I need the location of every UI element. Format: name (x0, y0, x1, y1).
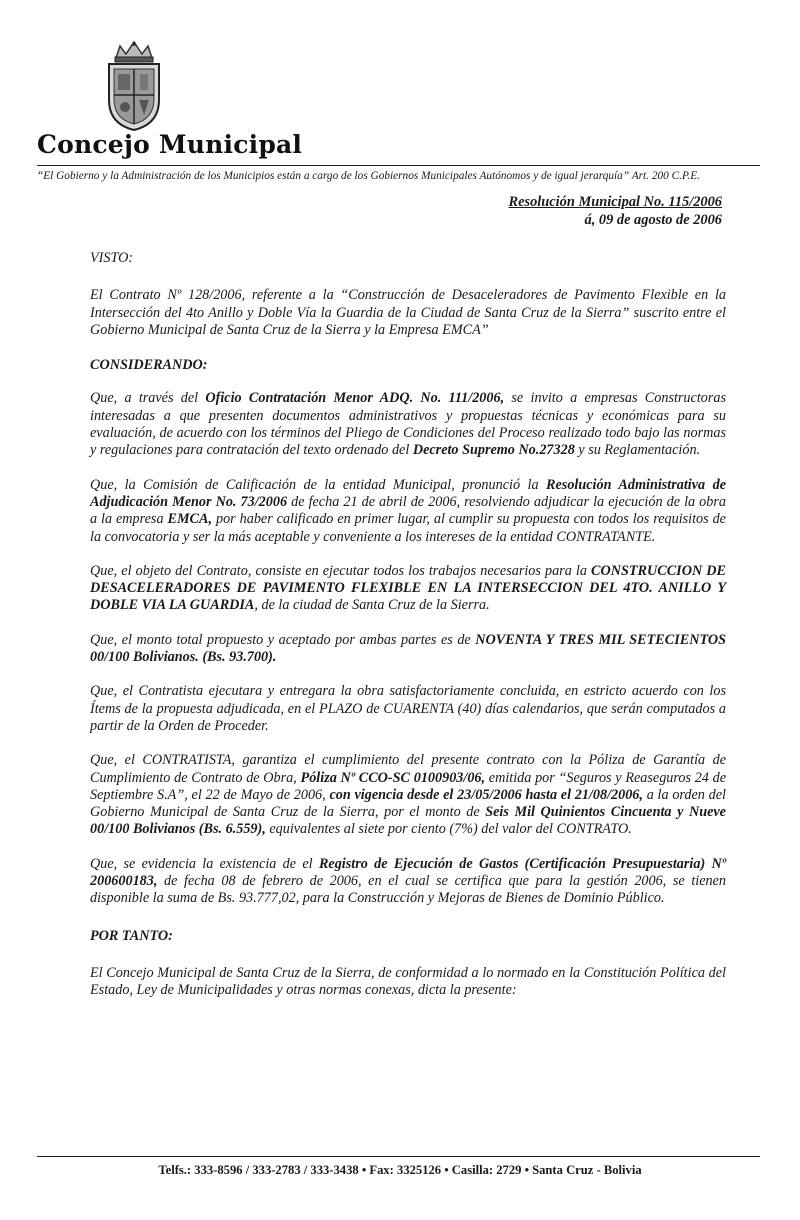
p7-text-c: de fecha 08 de febrero de 2006, en el cual se certifica que para la gestión 2006, se tienen disponible la suma de Bs. 93.777,02, para la Construcción y Mejoras de Bienes de Dominio Público. (90, 873, 726, 907)
p6-poliza: Póliza Nº CCO-SC 0100903/06, (300, 769, 486, 786)
p2-text-d: por haber calificado en primer lugar, al cumplir su propuesta con todos los requisitos de la convocatoria y ser la más aceptable y conveniente a los intereses de la entidad CONTRATANTE. (90, 511, 726, 545)
p1-text-a: Que, a través del (90, 390, 206, 407)
p2-resolucion: Resolución Administrativa de Adjudicación Menor No. 73/2006 (90, 476, 726, 510)
p1-text-d: y su Reglamentación. (574, 442, 701, 459)
visto-heading: VISTO: (90, 250, 134, 266)
p6-monto: Seis Mil Quinientos Cincuenta y Nueve 00/100 Bolivianos (Bs. 6.559), (90, 804, 726, 838)
p3-objeto: CONSTRUCCION DE DESACELERADORES DE PAVIMENTO FLEXIBLE EN LA INTERSECCION DEL 4TO. ANILLO Y DOBLE VIA LA GUARDIA (90, 562, 726, 614)
considerando-heading: CONSIDERANDO: (90, 357, 208, 374)
considerando-paragraph-3 (90, 563, 726, 615)
organization-name: Concejo Municipal (37, 130, 303, 159)
p1-text-c: se invito a empresas Constructoras interesadas a que presenten documentos administrativos y propuestas técnicas y económicas para su evaluación, de acuerdo con los términos del Pliego de Condiciones del Proceso realizado todo bajo las normas y regulaciones para contratación del texto ordenado del (90, 390, 726, 459)
p7-registro: Registro de Ejecución de Gastos (Certificación Presupuestaria) Nº 200600183, (90, 855, 726, 890)
p6-text-e: equivalentes al siete por ciento (7%) del valor del CONTRATO. (265, 821, 632, 838)
por-tanto-heading: POR TANTO: (90, 927, 173, 944)
footer-contact: Telfs.: 333-8596 / 333-2783 / 333-3438 • Fax: 3325126 • Casilla: 2729 • Santa Cruz - Bolivia (158, 1163, 642, 1177)
resolution-number: Resolución Municipal No. 115/2006 (508, 194, 722, 210)
p3-text-c: , de la ciudad de Santa Cruz de la Sierra. (254, 597, 490, 614)
considerando-paragraph-2 (90, 477, 726, 546)
p6-text-d: a la orden del Gobierno Municipal de Santa Cruz de la Sierra, por el monto de (90, 786, 726, 821)
document-body (90, 250, 726, 1000)
p3-text-a: Que, el objeto del Contrato, consiste en ejecutar todos los trabajos necesarios para la (90, 562, 592, 579)
considerando-paragraph-6 (90, 752, 726, 838)
p7-text-a: Que, se evidencia la existencia de el (90, 855, 319, 872)
considerando-paragraph-5: Que, el Contratista ejecutara y entregara la obra satisfactoriamente concluida, en estricto acuerdo con los Ítems de la propuesta adjudicada, en el PLAZO de CUARENTA (40) días calendarios, que serán computados a partir de la Orden de Proceder. (90, 683, 726, 734)
footer-divider (37, 1156, 760, 1157)
p1-oficio: Oficio Contratación Menor ADQ. No. 111/2006, (205, 390, 505, 407)
considerando-paragraph-4 (90, 632, 726, 667)
considerando-paragraph-7 (90, 856, 726, 908)
resolution-date: á, 09 de agosto de 2006 (584, 212, 722, 228)
p4-monto: NOVENTA Y TRES MIL SETECIENTOS 00/100 Bolivianos. (Bs. 93.700). (90, 631, 726, 666)
p6-text-a: Que, el CONTRATISTA, garantiza el cumplimiento del presente contrato con la Póliza de Garantía de Cumplimiento de Contrato de Obra, (90, 752, 726, 786)
p6-text-c: emitida por “Seguros y Reaseguros 24 de Septiembre S.A”, el 22 de Mayo de 2006, (90, 769, 727, 803)
visto-text: El Contrato Nº 128/2006, referente a la “Construcción de Desaceleradores de Pavimento Flexible en la Intersección del 4to Anillo y Doble Vía la Guardia de la Ciudad de Santa Cruz de la Sierra” suscrito entre el Gobierno Municipal de Santa Cruz de la Sierra y la Empresa EMCA” (90, 287, 726, 338)
header-motto: “El Gobierno y la Administración de los Municipios están a cargo de los Gobiernos Municipales Autónomos y de igual jerarquía” Art. 200 C.P.E. (37, 170, 700, 182)
p2-empresa: EMCA, (167, 511, 213, 528)
considerando-paragraph-1 (90, 390, 726, 459)
header-divider (37, 165, 760, 166)
p2-text-c: de fecha 21 de abril de 2006, resolviendo adjudicar la ejecución de la obra a la empresa (90, 493, 726, 528)
p1-decreto: Decreto Supremo No.27328 (412, 442, 575, 459)
por-tanto-text: El Concejo Municipal de Santa Cruz de la Sierra, de conformidad a lo normado en la Constitución Política del Estado, Ley de Municipalidades y otras normas conexas, dicta la presente: (90, 964, 726, 999)
resolution-block (509, 193, 723, 229)
p4-text-a: Que, el monto total propuesto y aceptado por ambas partes es de (90, 631, 476, 648)
p2-text-a: Que, la Comisión de Calificación de la entidad Municipal, pronunció la (90, 476, 547, 493)
coat-of-arms-icon (104, 40, 164, 132)
p6-vigencia: con vigencia desde el 23/05/2006 hasta el 21/08/2006, (329, 786, 643, 803)
